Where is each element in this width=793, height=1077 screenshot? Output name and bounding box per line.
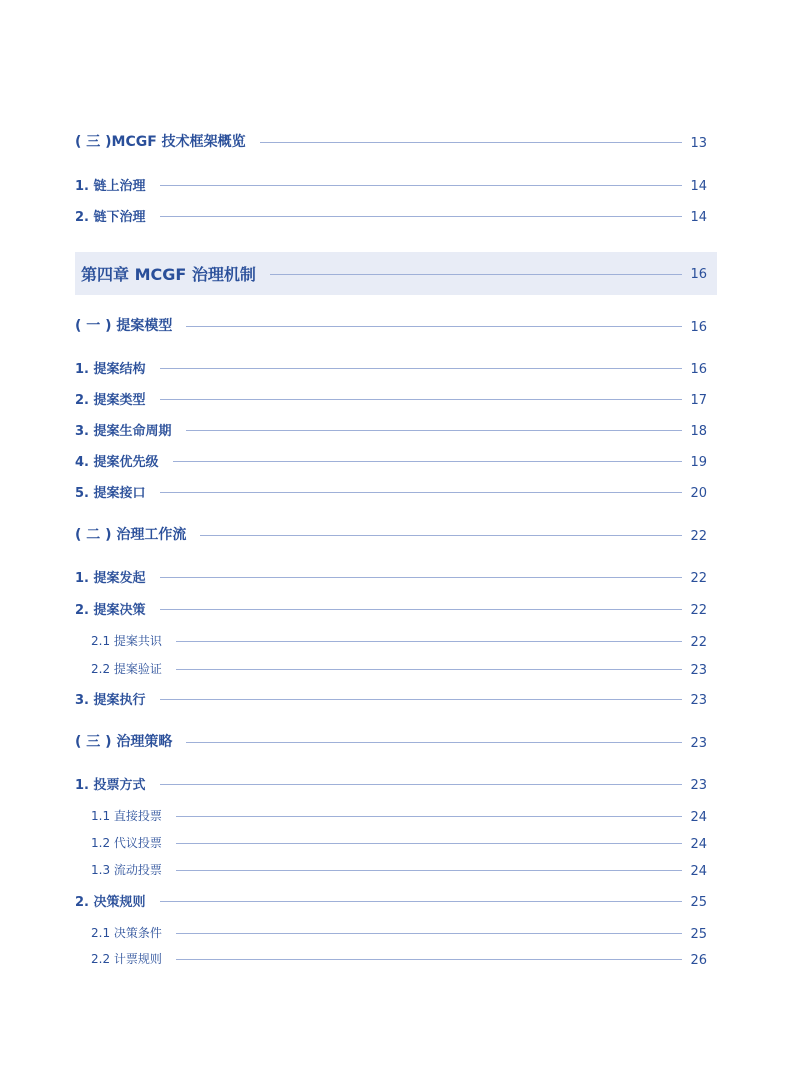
toc-entry-page: 20 (690, 485, 707, 501)
dotted-leader (270, 274, 683, 275)
toc-entry-page: 25 (690, 926, 707, 942)
toc-entry-proposal-execution[interactable] (75, 686, 707, 710)
dotted-leader (176, 870, 683, 871)
toc-entry-chapter-4[interactable] (75, 252, 717, 295)
toc-entry-page: 23 (690, 735, 707, 751)
toc-entry-proposal-model[interactable] (75, 313, 707, 337)
toc-entry-page: 22 (690, 570, 707, 586)
toc-entry-label: 2. 链下治理 (75, 209, 146, 225)
toc-entry-label: 3. 提案执行 (75, 692, 146, 708)
toc-entry-proposal-lifecycle[interactable] (75, 417, 707, 441)
toc-entry-governance-strategy[interactable] (75, 729, 707, 753)
toc-entry-page: 14 (690, 209, 707, 225)
dotted-leader (160, 577, 683, 578)
toc-entry-page: 16 (690, 361, 707, 377)
toc-entry-label: 2.2 提案验证 (91, 661, 162, 676)
toc-entry-decision-rules[interactable] (75, 888, 707, 912)
toc-entry-label: 1. 投票方式 (75, 777, 146, 793)
toc-entry-label: 1. 提案结构 (75, 361, 146, 377)
toc-entry-page: 18 (690, 423, 707, 439)
toc-entry-liquid-voting[interactable] (91, 857, 707, 881)
toc-entry-representative-voting[interactable] (91, 830, 707, 854)
toc-entry-label: 3. 提案生命周期 (75, 423, 172, 439)
toc-entry-page: 22 (690, 602, 707, 618)
toc-entry-label: 4. 提案优先级 (75, 454, 159, 470)
toc-entry-section-3-tech-overview[interactable] (75, 129, 707, 153)
toc-entry-proposal-types[interactable] (75, 386, 707, 410)
dotted-leader (160, 784, 683, 785)
dotted-leader (160, 216, 683, 217)
toc-entry-page: 22 (690, 634, 707, 650)
toc-entry-governance-workflow[interactable] (75, 522, 707, 546)
dotted-leader (160, 368, 683, 369)
dotted-leader (260, 142, 683, 143)
toc-entry-page: 16 (690, 319, 707, 335)
toc-entry-page: 24 (690, 836, 707, 852)
toc-entry-label: ( 一 ) 提案模型 (75, 318, 173, 334)
dotted-leader (186, 326, 682, 327)
toc-entry-label: 2. 提案决策 (75, 602, 146, 618)
dotted-leader (176, 959, 683, 960)
toc-entry-page: 14 (690, 178, 707, 194)
toc-entry-label: 2.1 提案共识 (91, 633, 162, 648)
toc-entry-vote-counting-rules[interactable] (91, 946, 707, 970)
toc-entry-proposal-initiation[interactable] (75, 564, 707, 588)
toc-entry-page: 23 (690, 777, 707, 793)
dotted-leader (160, 492, 683, 493)
toc-chapter-label: 第四章 MCGF 治理机制 (81, 265, 256, 284)
toc-entry-label: 2. 决策规则 (75, 894, 146, 910)
toc-entry-label: ( 三 ) 治理策略 (75, 734, 173, 750)
toc-entry-page: 19 (690, 454, 707, 470)
dotted-leader (160, 185, 683, 186)
toc-entry-voting-methods[interactable] (75, 771, 707, 795)
dotted-leader (200, 535, 682, 536)
toc-entry-page: 13 (690, 135, 707, 151)
toc-entry-label: 1. 提案发起 (75, 570, 146, 586)
toc-entry-proposal-consensus[interactable] (91, 628, 707, 652)
toc-entry-off-chain-governance[interactable] (75, 203, 707, 227)
dotted-leader (186, 742, 682, 743)
toc-entry-proposal-interface[interactable] (75, 479, 707, 503)
toc-entry-page: 16 (690, 267, 707, 282)
toc-entry-decision-conditions[interactable] (91, 920, 707, 944)
toc-entry-page: 24 (690, 809, 707, 825)
toc-entry-label: ( 三 )MCGF 技术框架概览 (75, 134, 246, 150)
toc-entry-label: 1.1 直接投票 (91, 808, 162, 823)
toc-entry-page: 17 (690, 392, 707, 408)
toc-entry-page: 22 (690, 528, 707, 544)
dotted-leader (186, 430, 683, 431)
toc-entry-page: 23 (690, 662, 707, 678)
toc-entry-label: 2.1 决策条件 (91, 925, 162, 940)
toc-entry-proposal-structure[interactable] (75, 355, 707, 379)
toc-entry-page: 25 (690, 894, 707, 910)
dotted-leader (160, 399, 683, 400)
toc-entry-label: 2. 提案类型 (75, 392, 146, 408)
dotted-leader (160, 901, 683, 902)
toc-entry-proposal-verification[interactable] (91, 656, 707, 680)
toc-entry-label: 1. 链上治理 (75, 178, 146, 194)
toc-entry-proposal-decision[interactable] (75, 596, 707, 620)
toc-entry-label: ( 二 ) 治理工作流 (75, 527, 187, 543)
toc-entry-label: 2.2 计票规则 (91, 951, 162, 966)
dotted-leader (176, 843, 683, 844)
dotted-leader (176, 641, 683, 642)
dotted-leader (176, 816, 683, 817)
toc-entry-page: 24 (690, 863, 707, 879)
toc-entry-page: 23 (690, 692, 707, 708)
toc-entry-label: 1.2 代议投票 (91, 835, 162, 850)
toc-entry-direct-voting[interactable] (91, 803, 707, 827)
toc-entry-label: 1.3 流动投票 (91, 862, 162, 877)
toc-entry-on-chain-governance[interactable] (75, 172, 707, 196)
toc-entry-page: 26 (690, 952, 707, 968)
dotted-leader (160, 609, 683, 610)
dotted-leader (173, 461, 683, 462)
dotted-leader (160, 699, 683, 700)
dotted-leader (176, 933, 683, 934)
dotted-leader (176, 669, 683, 670)
toc-entry-label: 5. 提案接口 (75, 485, 146, 501)
toc-entry-proposal-priority[interactable] (75, 448, 707, 472)
